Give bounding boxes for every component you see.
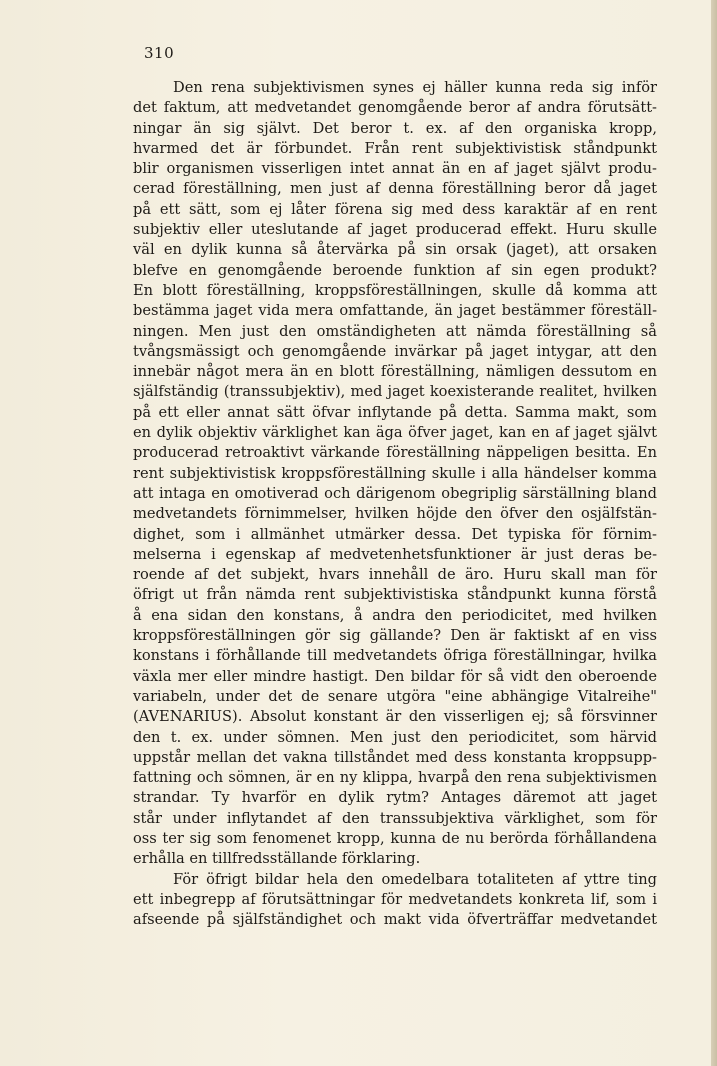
text-line: ningen. Men just den omständigheten att nämda föreställning så <box>133 322 657 340</box>
text-line: melserna i egenskap af medvetenhetsfunktioner är just deras be- <box>133 545 657 563</box>
text-line: växla mer eller mindre hastigt. Den bildar för så vidt den oberoende <box>133 667 657 685</box>
text-line: öfrigt ut från nämda rent subjektivistiska ståndpunkt kunna förstå <box>133 586 657 604</box>
page-number: 310 <box>144 44 175 62</box>
text-line: afseende på själfständighet och makt vida öfverträffar medvetandet <box>133 911 657 929</box>
text-line: En blott föreställning, kroppsföreställningen, skulle då komma att <box>133 281 657 299</box>
text-line: den t. ex. under sömnen. Men just den periodicitet, som härvid <box>133 728 657 746</box>
text-line: blefve en genomgående beroende funktion af sin egen produkt? <box>133 261 657 279</box>
page-edge <box>711 0 717 1066</box>
text-line: hvarmed det är förbundet. Från rent subjektivistisk ståndpunkt <box>133 139 657 157</box>
text-line: rent subjektivistisk kroppsföreställning skulle i alla händelser komma <box>133 464 657 482</box>
text-line: att intaga en omotiverad och därigenom obegriplig särställning bland <box>133 484 657 502</box>
text-line: väl en dylik kunna så återvärka på sin orsak (jaget), att orsaken <box>133 241 657 259</box>
text-line: producerad retroaktivt värkande föreställning näppeligen besitta. En <box>133 444 657 462</box>
text-line: Den rena subjektivismen synes ej häller kunna reda sig inför <box>173 79 657 96</box>
text-line: det faktum, att medvetandet genomgående beror af andra förutsätt- <box>133 99 657 117</box>
text-line: oss ter sig som fenomenet kropp, kunna de nu berörda förhållandena <box>133 829 657 847</box>
text-line: fattning och sömnen, är en ny klippa, hvarpå den rena subjektivismen <box>133 769 657 787</box>
text-line: å ena sidan den konstans, å andra den periodicitet, med hvilken <box>133 606 657 624</box>
text-line: på ett eller annat sätt öfvar inflytande på detta. Samma makt, som <box>133 403 657 421</box>
text-line: medvetandets förnimmelser, hvilken höjde den öfver den osjälfstän- <box>133 505 657 523</box>
text-line: bestämma jaget vida mera omfattande, än jaget bestämmer föreställ- <box>133 302 657 320</box>
text-line: blir organismen visserligen intet annat än en af jaget självt produ- <box>133 160 657 178</box>
text-line: kroppsföreställningen gör sig gällande? Den är faktiskt af en viss <box>133 627 657 645</box>
text-line: står under inflytandet af den transsubjektiva värklighet, som för <box>133 809 657 827</box>
text-line: roende af det subjekt, hvars innehåll de äro. Huru skall man för <box>133 566 657 584</box>
text-line: strandar. Ty hvarför en dylik rytm? Antages däremot att jaget <box>133 789 657 807</box>
text-line: själfständig (transsubjektiv), med jaget koexisterande realitet, hvilken <box>133 383 657 401</box>
text-line: dighet, som i allmänhet utmärker dessa. Det typiska för förnim- <box>133 525 657 543</box>
text-line: innebär något mera än en blott föreställning, nämligen dessutom en <box>133 363 657 381</box>
text-line: ett inbegrepp af förutsättningar för medvetandets konkreta lif, som i <box>133 890 657 908</box>
text-line: konstans i förhållande till medvetandets öfriga föreställningar, hvilka <box>133 647 657 665</box>
text-line: variabeln, under det de senare utgöra "eine abhängige Vitalreihe" <box>133 687 657 705</box>
text-line: erhålla en tillfredsställande förklaring. <box>133 850 421 868</box>
text-line: på ett sätt, som ej låter förena sig med dess karaktär af en rent <box>133 200 657 218</box>
text-line: uppstår mellan det vakna tillståndet med dess konstanta kroppsupp- <box>133 748 657 766</box>
text-line: en dylik objektiv värklighet kan äga öfver jaget, kan en af jaget självt <box>133 424 657 442</box>
text-line: subjektiv eller uteslutande af jaget producerad effekt. Huru skulle <box>133 221 657 239</box>
text-line: För öfrigt bildar hela den omedelbara totaliteten af yttre ting <box>173 870 657 888</box>
text-line: ningar än sig självt. Det beror t. ex. af den organiska kropp, <box>133 119 657 137</box>
body-text <box>133 78 657 930</box>
text-line: cerad föreställning, men just af denna föreställning beror då jaget <box>133 180 657 198</box>
text-line: (AVENARIUS). Absolut konstant är den visserligen ej; så försvinner <box>133 708 657 726</box>
text-line: tvångsmässigt och genomgående invärkar på jaget intygar, att den <box>133 342 657 360</box>
